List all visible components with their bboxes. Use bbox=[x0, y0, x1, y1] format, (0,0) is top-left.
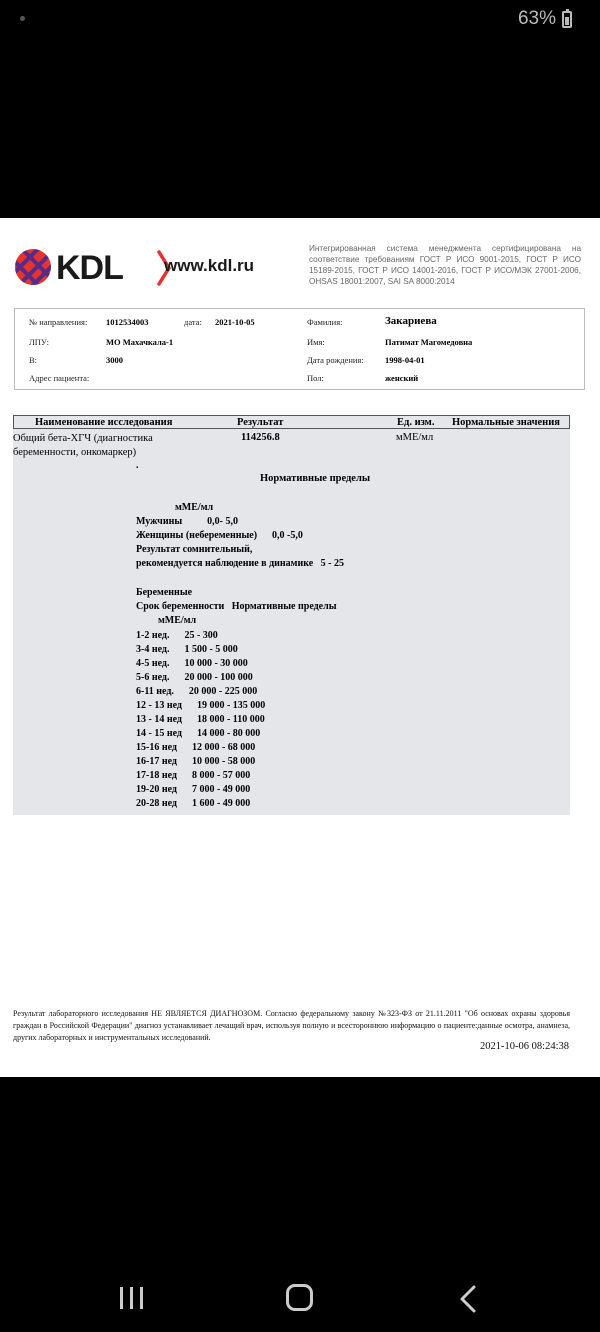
v-value: 3000 bbox=[106, 355, 123, 365]
norms-line: 15-16 нед 12 000 - 68 000 bbox=[136, 742, 256, 753]
disclaimer-text: Результат лабораторного исследования НЕ ЯВЛЯЕТСЯ ДИАГНОЗОМ. Согласно федеральному закону №323-ФЗ от 21.11.2011 "Об основах охраны здоровья граждан в Российской Федерации" диагноз устанавливает лечащий врач, используя полную и всестороннюю информацию о пациенте:данные осмотра, анамнеза, других лабораторных и инструментальных исследований. bbox=[13, 1009, 570, 1042]
battery-percentage: 63% bbox=[517, 8, 556, 29]
norms-line: 5-6 нед. 20 000 - 100 000 bbox=[136, 672, 253, 683]
column-header: Ед. изм. bbox=[397, 417, 435, 428]
date-label: дата: bbox=[184, 317, 202, 327]
sex-value: женский bbox=[385, 373, 419, 383]
norms-line: Беременные bbox=[136, 587, 193, 598]
lab-report-document[interactable] bbox=[0, 218, 600, 1077]
name-value: Патимат Магомедовна bbox=[385, 337, 473, 347]
report-timestamp: 2021-10-06 08:24:38 bbox=[480, 1041, 569, 1052]
dob-value: 1998-04-01 bbox=[385, 355, 425, 365]
sex-label: Пол: bbox=[307, 373, 324, 383]
norms-line: 19-20 нед 7 000 - 49 000 bbox=[136, 784, 251, 795]
v-label: В: bbox=[29, 355, 38, 365]
surname-label: Фамилия: bbox=[307, 317, 343, 327]
norms-line: 3-4 нед. 1 500 - 5 000 bbox=[136, 644, 238, 655]
norms-line: 12 - 13 нед 19 000 - 135 000 bbox=[136, 700, 266, 711]
lpu-label: ЛПУ: bbox=[29, 337, 49, 347]
surname-value: Закариева bbox=[385, 315, 437, 327]
name-label: Имя: bbox=[307, 337, 325, 347]
norms-line: 1-2 нед. 25 - 300 bbox=[136, 630, 218, 641]
norms-line: мМЕ/мл bbox=[158, 615, 197, 626]
test-result-value: 114256.8 bbox=[241, 432, 280, 443]
separator-dot: . bbox=[136, 460, 139, 471]
norms-line: 20-28 нед 1 600 - 49 000 bbox=[136, 798, 251, 809]
kdl-website-url[interactable]: www.kdl.ru bbox=[164, 256, 255, 275]
status-bar bbox=[0, 0, 600, 40]
home-button[interactable] bbox=[286, 1284, 313, 1311]
notification-dot-icon bbox=[20, 16, 25, 21]
recent-apps-button[interactable] bbox=[120, 1287, 144, 1309]
certification-text: Интегрированная система менеджмента сертифицирована на соответствие требованиям ГОСТ Р ИСО 9001-2015, ГОСТ Р ИСО 15189-2015, ГОСТ Р ИСО 14001-2016, ГОСТ Р ИСО/МЭК 27001-2006, OHSAS 18001:2007, SAI SA 8000:2014 bbox=[309, 244, 581, 286]
android-navigation-bar bbox=[0, 1260, 600, 1332]
norms-line: 17-18 нед 8 000 - 57 000 bbox=[136, 770, 251, 781]
norms-line: Мужчины 0,0- 5,0 bbox=[136, 516, 238, 527]
referral-label: № направления: bbox=[29, 317, 88, 327]
test-name: Общий бета-ХГЧ (диагностика беременности, онкомаркер) bbox=[13, 433, 153, 458]
column-header: Результат bbox=[237, 417, 284, 428]
kdl-logo-mark-icon bbox=[14, 248, 52, 286]
lpu-value: МО Махачкала-1 bbox=[106, 337, 174, 347]
norms-line: Женщины (небеременные) 0,0 -5,0 bbox=[136, 530, 303, 541]
norms-line: 4-5 нед. 10 000 - 30 000 bbox=[136, 658, 248, 669]
norms-line: 16-17 нед 10 000 - 58 000 bbox=[136, 756, 256, 767]
column-header: Нормальные значения bbox=[452, 417, 560, 428]
dob-label: Дата рождения: bbox=[307, 355, 364, 365]
referral-number: 1012534003 bbox=[106, 317, 149, 327]
results-table bbox=[13, 415, 570, 815]
address-label: Адрес пациента: bbox=[29, 373, 90, 383]
battery-icon bbox=[562, 11, 572, 28]
norms-line: Срок беременности Нормативные пределы bbox=[136, 601, 337, 612]
norms-line: мМЕ/мл bbox=[175, 502, 214, 513]
norms-line: 13 - 14 нед 18 000 - 110 000 bbox=[136, 714, 265, 725]
back-button[interactable] bbox=[456, 1284, 482, 1314]
results-header-row bbox=[13, 415, 570, 429]
test-unit: мМЕ/мл bbox=[396, 432, 434, 443]
logo-text: KDL bbox=[56, 249, 123, 287]
norms-title: Нормативные пределы bbox=[260, 473, 371, 484]
column-header: Наименование исследования bbox=[35, 417, 173, 428]
patient-info-box bbox=[14, 308, 585, 390]
norms-line: 14 - 15 нед 14 000 - 80 000 bbox=[136, 728, 261, 739]
referral-date: 2021-10-05 bbox=[215, 317, 255, 327]
norms-line: рекомендуется наблюдение в динамике 5 - 25 bbox=[136, 558, 345, 569]
norms-line: Результат сомнительный, bbox=[136, 544, 253, 555]
norms-line: 6-11 нед. 20 000 - 225 000 bbox=[136, 686, 258, 697]
